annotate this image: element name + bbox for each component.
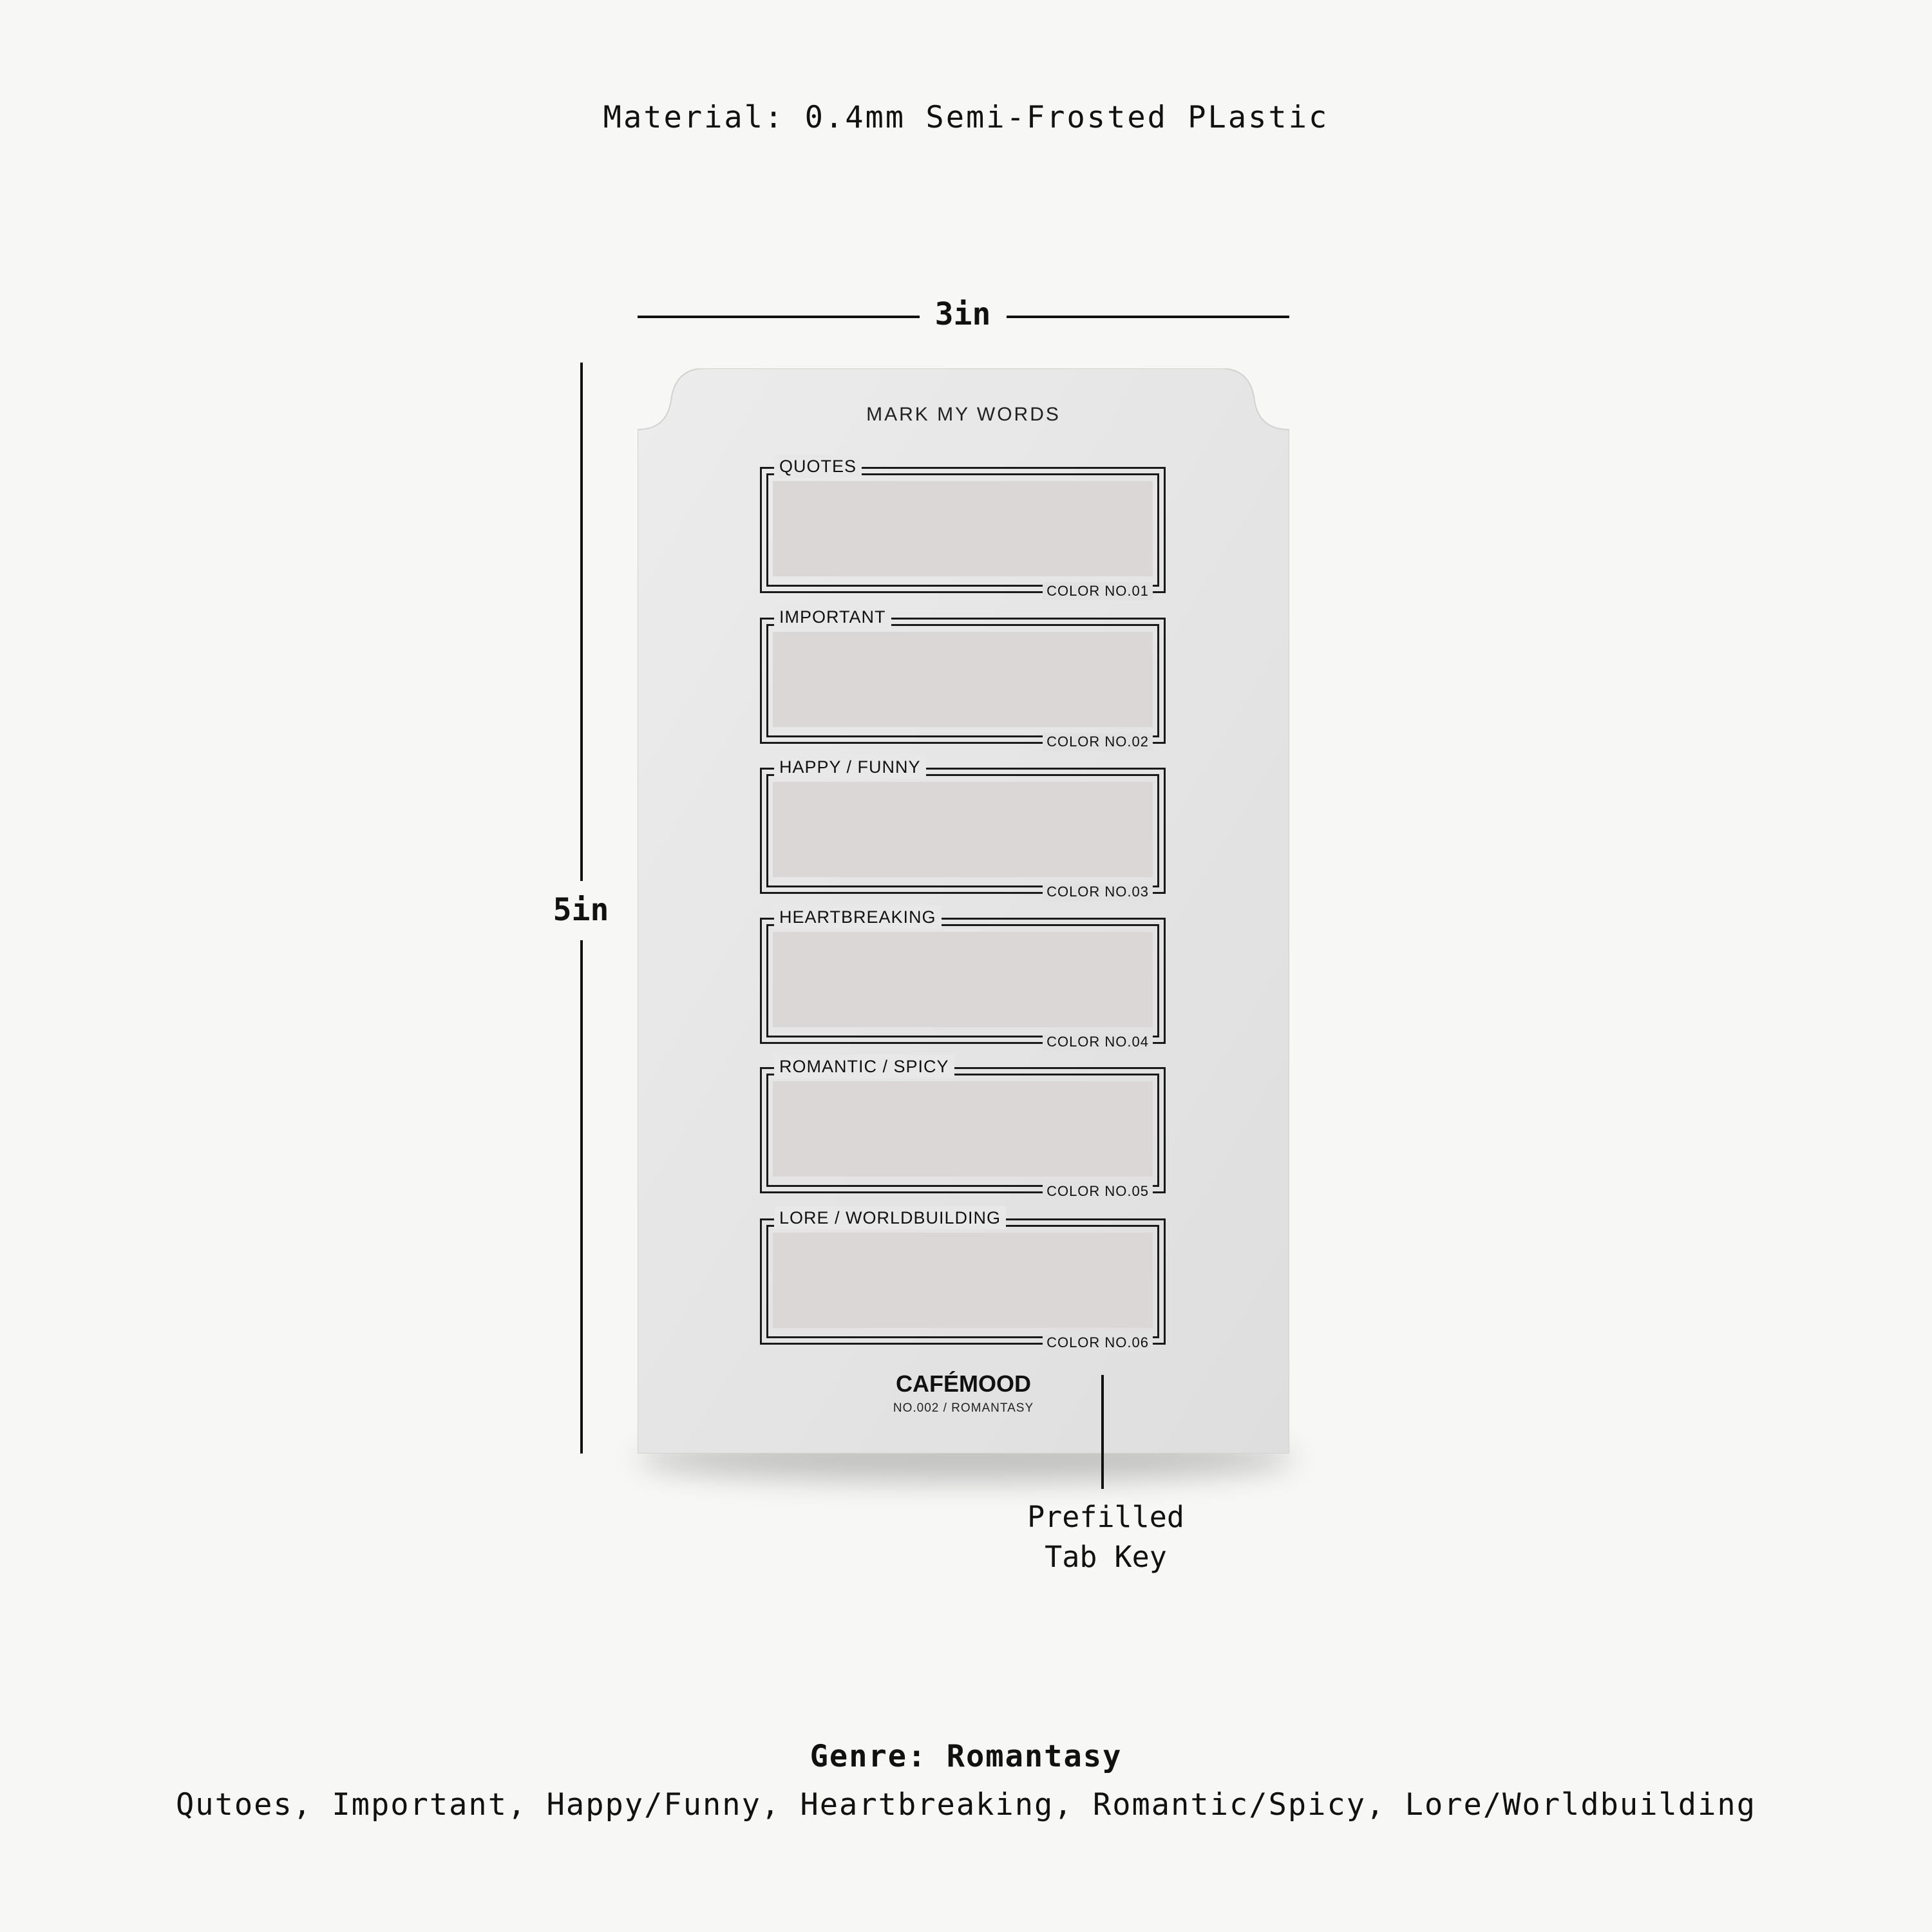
width-dimension-label: 3in bbox=[934, 296, 991, 332]
category-label: QUOTES bbox=[774, 455, 862, 478]
width-dimension-line-right bbox=[1007, 316, 1289, 318]
category-color-number: COLOR NO.06 bbox=[1043, 1334, 1153, 1352]
tab-key-card bbox=[638, 368, 1289, 1454]
category-color-number: COLOR NO.05 bbox=[1043, 1182, 1153, 1200]
color-swatch bbox=[773, 632, 1153, 727]
category-color-number: COLOR NO.02 bbox=[1043, 733, 1153, 751]
categories-list-text: Qutoes, Important, Happy/Funny, Heartbreaking, Romantic/Spicy, Lore/Worldbuilding bbox=[175, 1787, 1756, 1823]
category-color-number: COLOR NO.03 bbox=[1043, 883, 1153, 901]
category-label: ROMANTIC / SPICY bbox=[774, 1055, 954, 1078]
category-label: LORE / WORLDBUILDING bbox=[774, 1206, 1006, 1229]
color-swatch bbox=[773, 481, 1153, 576]
category-box bbox=[760, 1057, 1166, 1199]
category-label: HAPPY / FUNNY bbox=[774, 755, 926, 779]
height-dimension-line-top bbox=[580, 363, 583, 881]
width-dimension-line-left bbox=[638, 316, 920, 318]
category-box bbox=[760, 1208, 1166, 1350]
color-swatch bbox=[773, 1233, 1153, 1328]
brand-name: CAFÉMOOD bbox=[896, 1370, 1031, 1397]
category-color-number: COLOR NO.01 bbox=[1043, 582, 1153, 600]
category-color-number: COLOR NO.04 bbox=[1043, 1033, 1153, 1051]
category-box bbox=[760, 907, 1166, 1050]
card-title: MARK MY WORDS bbox=[866, 404, 1061, 425]
genre-heading: Genre: Romantasy bbox=[810, 1739, 1122, 1774]
color-swatch bbox=[773, 1081, 1153, 1177]
category-box bbox=[760, 607, 1166, 750]
callout-pointer-line bbox=[1101, 1375, 1104, 1489]
height-dimension-line-bottom bbox=[580, 940, 583, 1454]
category-label: HEARTBREAKING bbox=[774, 905, 942, 929]
category-box bbox=[760, 757, 1166, 900]
category-label: IMPORTANT bbox=[774, 605, 891, 629]
material-text: Material: 0.4mm Semi-Frosted PLastic bbox=[603, 100, 1329, 135]
callout-line-2: Tab Key bbox=[1045, 1540, 1167, 1574]
color-swatch bbox=[773, 782, 1153, 877]
color-swatch bbox=[773, 932, 1153, 1027]
brand-edition: NO.002 / ROMANTASY bbox=[893, 1401, 1034, 1415]
height-dimension-label: 5in bbox=[553, 892, 609, 928]
callout-label bbox=[1006, 1497, 1206, 1577]
category-box bbox=[760, 457, 1166, 599]
callout-line-1: Prefilled bbox=[1027, 1500, 1184, 1534]
